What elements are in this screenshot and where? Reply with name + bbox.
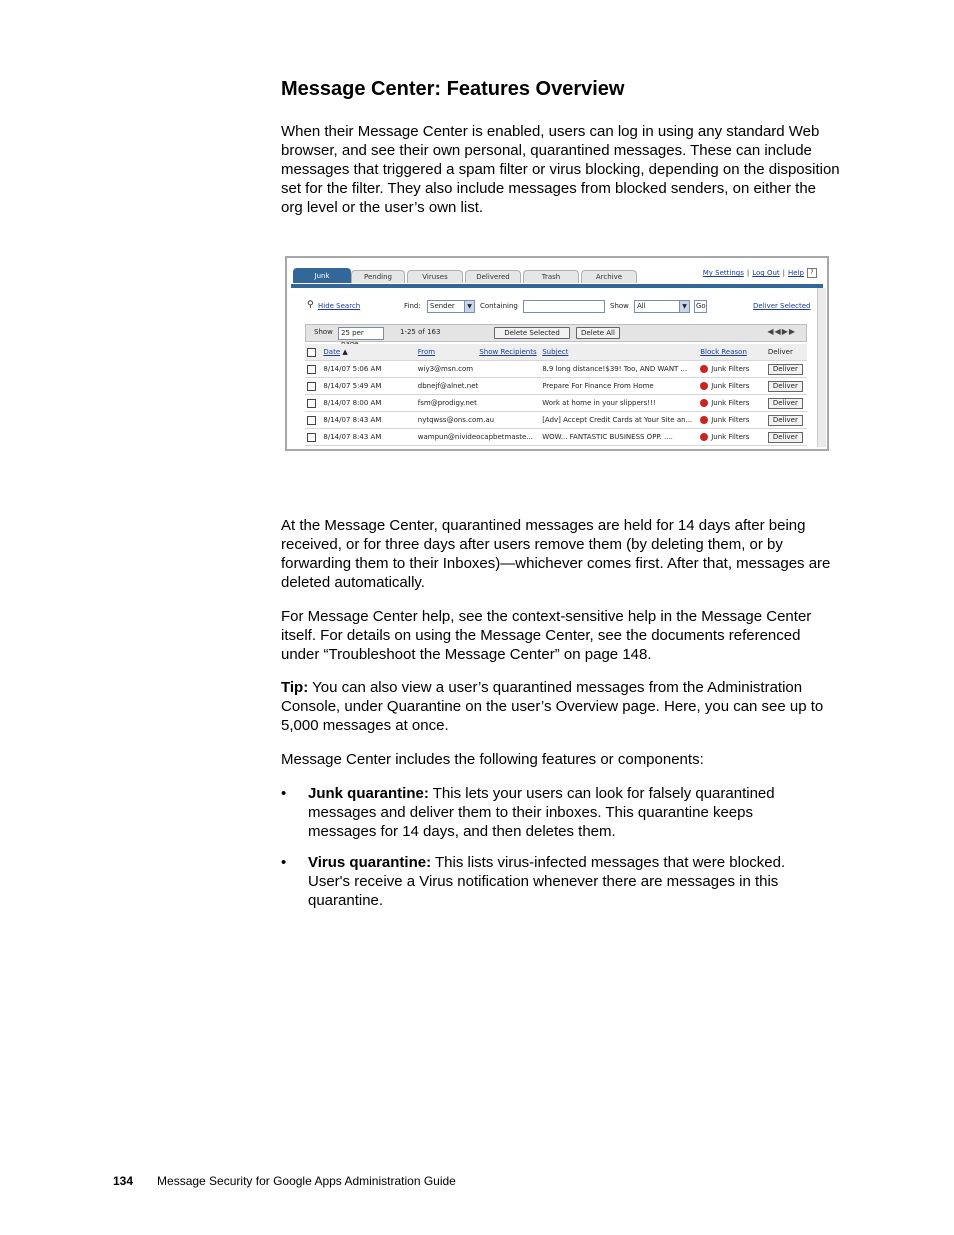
table-header-row	[305, 344, 807, 361]
intro-paragraph: When their Message Center is enabled, users can log in using any standard Web browser, and see their own personal, quarantined messages. These can include messages that triggered a spam filter or virus blocking, depending on the disposition set for the filter. They also include messages from blocked senders, on either the org level or the user’s own list.	[281, 123, 840, 216]
retention-paragraph: At the Message Center, quarantined messages are held for 14 days after being received, or for three days after users remove them (by deleting them, or by forwarding them to their Inboxes)—whichever comes first. After that, messages are deleted automatically.	[281, 517, 831, 591]
block-icon	[700, 382, 708, 390]
block-icon	[700, 365, 708, 373]
find-label: Find:	[404, 302, 421, 310]
chevron-down-icon: ▼	[679, 301, 689, 312]
column-subject[interactable]: Subject	[542, 348, 569, 356]
bullet-term: Junk quarantine:	[308, 785, 429, 802]
tab-viruses[interactable]: Viruses	[407, 270, 463, 283]
tab-trash[interactable]: Trash	[523, 270, 579, 283]
pager-arrows-icon[interactable]: ◀◀▶▶	[767, 327, 796, 336]
deliver-button[interactable]: Deliver	[768, 364, 803, 375]
table-row[interactable]	[305, 395, 807, 412]
block-icon	[700, 399, 708, 407]
row-subject: [Adv] Accept Credit Cards at Your Site an...	[540, 412, 698, 429]
page-footer	[113, 1174, 456, 1188]
messages-table	[305, 344, 807, 446]
row-date: 8/14/07 8:43 AM	[321, 429, 415, 446]
section-heading: Message Center: Features Overview	[281, 78, 625, 100]
table-row[interactable]	[305, 361, 807, 378]
search-row	[307, 300, 812, 316]
row-date: 8/14/07 8:00 AM	[321, 395, 415, 412]
table-row[interactable]	[305, 429, 807, 446]
tip-text: You can also view a user’s quarantined messages from the Administration Console, under Quarantine on the user’s Overview page. Here, you can see up to 5,000 messages at once.	[281, 679, 824, 734]
scrollbar[interactable]	[817, 288, 826, 447]
bullet-term: Virus quarantine:	[308, 854, 432, 871]
row-from: fsm@prodigy.net	[416, 395, 540, 412]
help-paragraph: For Message Center help, see the context-sensitive help in the Message Center itself. For details on using the Message Center, see the documents referenced under “Troubleshoot the Message Center” on page 148.	[281, 608, 812, 663]
pager-bar	[305, 324, 807, 342]
deliver-button[interactable]: Deliver	[768, 381, 803, 392]
row-block-reason: Junk Filters	[711, 433, 750, 441]
bullet-text: This lists virus-infected messages that were blocked. User's receive a Virus notification whenever there are messages in this quarantine.	[308, 854, 786, 909]
features-intro: Message Center includes the following features or components:	[281, 751, 704, 768]
row-subject: Prepare For Finance From Home	[540, 378, 698, 395]
delete-selected-button[interactable]: Delete Selected	[494, 327, 570, 339]
row-subject: WOW... FANTASTIC BUSINESS OPP. ....	[540, 429, 698, 446]
message-center-screenshot	[285, 256, 829, 451]
bullet-text: This lets your users can look for falsely quarantined messages and deliver them to their inboxes. This quarantine keeps messages for 14 days, and then deletes them.	[308, 785, 775, 840]
go-label: Go	[696, 302, 706, 310]
row-from: dbnejf@alnet.net	[416, 378, 540, 395]
bullet-dot: •	[281, 854, 287, 871]
help-icon[interactable]: ?	[807, 268, 817, 278]
row-block-reason: Junk Filters	[711, 365, 750, 373]
show-select[interactable]	[634, 300, 690, 313]
row-date: 8/14/07 5:49 AM	[321, 378, 415, 395]
deliver-button[interactable]: Deliver	[768, 432, 803, 443]
row-checkbox[interactable]	[307, 365, 316, 374]
hide-search-link[interactable]: Hide Search	[318, 302, 361, 310]
tab-pending[interactable]: Pending	[351, 270, 405, 283]
delete-all-button[interactable]: Delete All	[576, 327, 620, 339]
select-all-checkbox[interactable]	[307, 348, 316, 357]
document-title: Message Security for Google Apps Administration Guide	[157, 1174, 456, 1188]
row-checkbox[interactable]	[307, 399, 316, 408]
row-from: wampun@nivideocapbetmaste...	[416, 429, 540, 446]
top-links: My Settings | Log Out | Help ?	[703, 268, 817, 278]
show-label: Show	[610, 302, 629, 310]
row-checkbox[interactable]	[307, 433, 316, 442]
column-show-recipients[interactable]: Show Recipients	[479, 348, 537, 356]
chevron-down-icon: ▼	[464, 301, 474, 312]
tab-delivered[interactable]: Delivered	[465, 270, 521, 283]
tip-label: Tip:	[281, 679, 309, 696]
column-deliver: Deliver	[767, 348, 793, 356]
go-button[interactable]	[694, 300, 707, 313]
row-block-reason: Junk Filters	[711, 399, 750, 407]
show-value: All	[637, 302, 646, 310]
row-from: nytqwss@ons.com.au	[416, 412, 540, 429]
per-page-label: Show	[314, 328, 333, 336]
deliver-button[interactable]: Deliver	[768, 415, 803, 426]
deliver-selected-link[interactable]: Deliver Selected	[753, 302, 811, 310]
row-block-reason: Junk Filters	[711, 382, 750, 390]
row-subject: 8.9 long distance!$39! Too, AND WANT ...	[540, 361, 698, 378]
row-checkbox[interactable]	[307, 382, 316, 391]
range-text: 1-25 of 163	[400, 328, 441, 336]
per-page-value: 25 per	[341, 329, 364, 337]
help-link[interactable]: Help	[788, 269, 804, 277]
column-from[interactable]: From	[417, 348, 436, 356]
row-from: wiy3@msn.com	[416, 361, 540, 378]
row-date: 8/14/07 8:43 AM	[321, 412, 415, 429]
per-page-select[interactable]	[338, 327, 384, 340]
block-icon	[700, 433, 708, 441]
page-number: 134	[113, 1174, 134, 1188]
tab-strip	[291, 266, 823, 288]
tab-archive[interactable]: Archive	[581, 270, 637, 283]
tab-junk[interactable]: Junk	[293, 268, 351, 283]
column-block-reason[interactable]: Block Reason	[700, 348, 747, 356]
row-date: 8/14/07 5:06 AM	[321, 361, 415, 378]
find-value: Sender	[430, 302, 455, 310]
find-select[interactable]	[427, 300, 475, 313]
sort-up-icon: ▲	[342, 348, 348, 356]
bullet-dot: •	[281, 785, 287, 802]
row-block-reason: Junk Filters	[711, 416, 750, 424]
block-icon	[700, 416, 708, 424]
containing-input[interactable]	[523, 300, 605, 313]
magnifier-icon: ⚲	[307, 300, 314, 310]
my-settings-link[interactable]: My Settings	[702, 269, 744, 277]
row-subject: Work at home in your slippers!!!	[540, 395, 698, 412]
containing-label: Containing	[480, 302, 518, 310]
column-date[interactable]: Date	[323, 348, 341, 356]
table-row[interactable]	[305, 412, 807, 429]
deliver-button[interactable]: Deliver	[768, 398, 803, 409]
row-checkbox[interactable]	[307, 416, 316, 425]
log-out-link[interactable]: Log Out	[752, 269, 780, 277]
tip-paragraph	[281, 678, 841, 735]
table-row[interactable]	[305, 378, 807, 395]
